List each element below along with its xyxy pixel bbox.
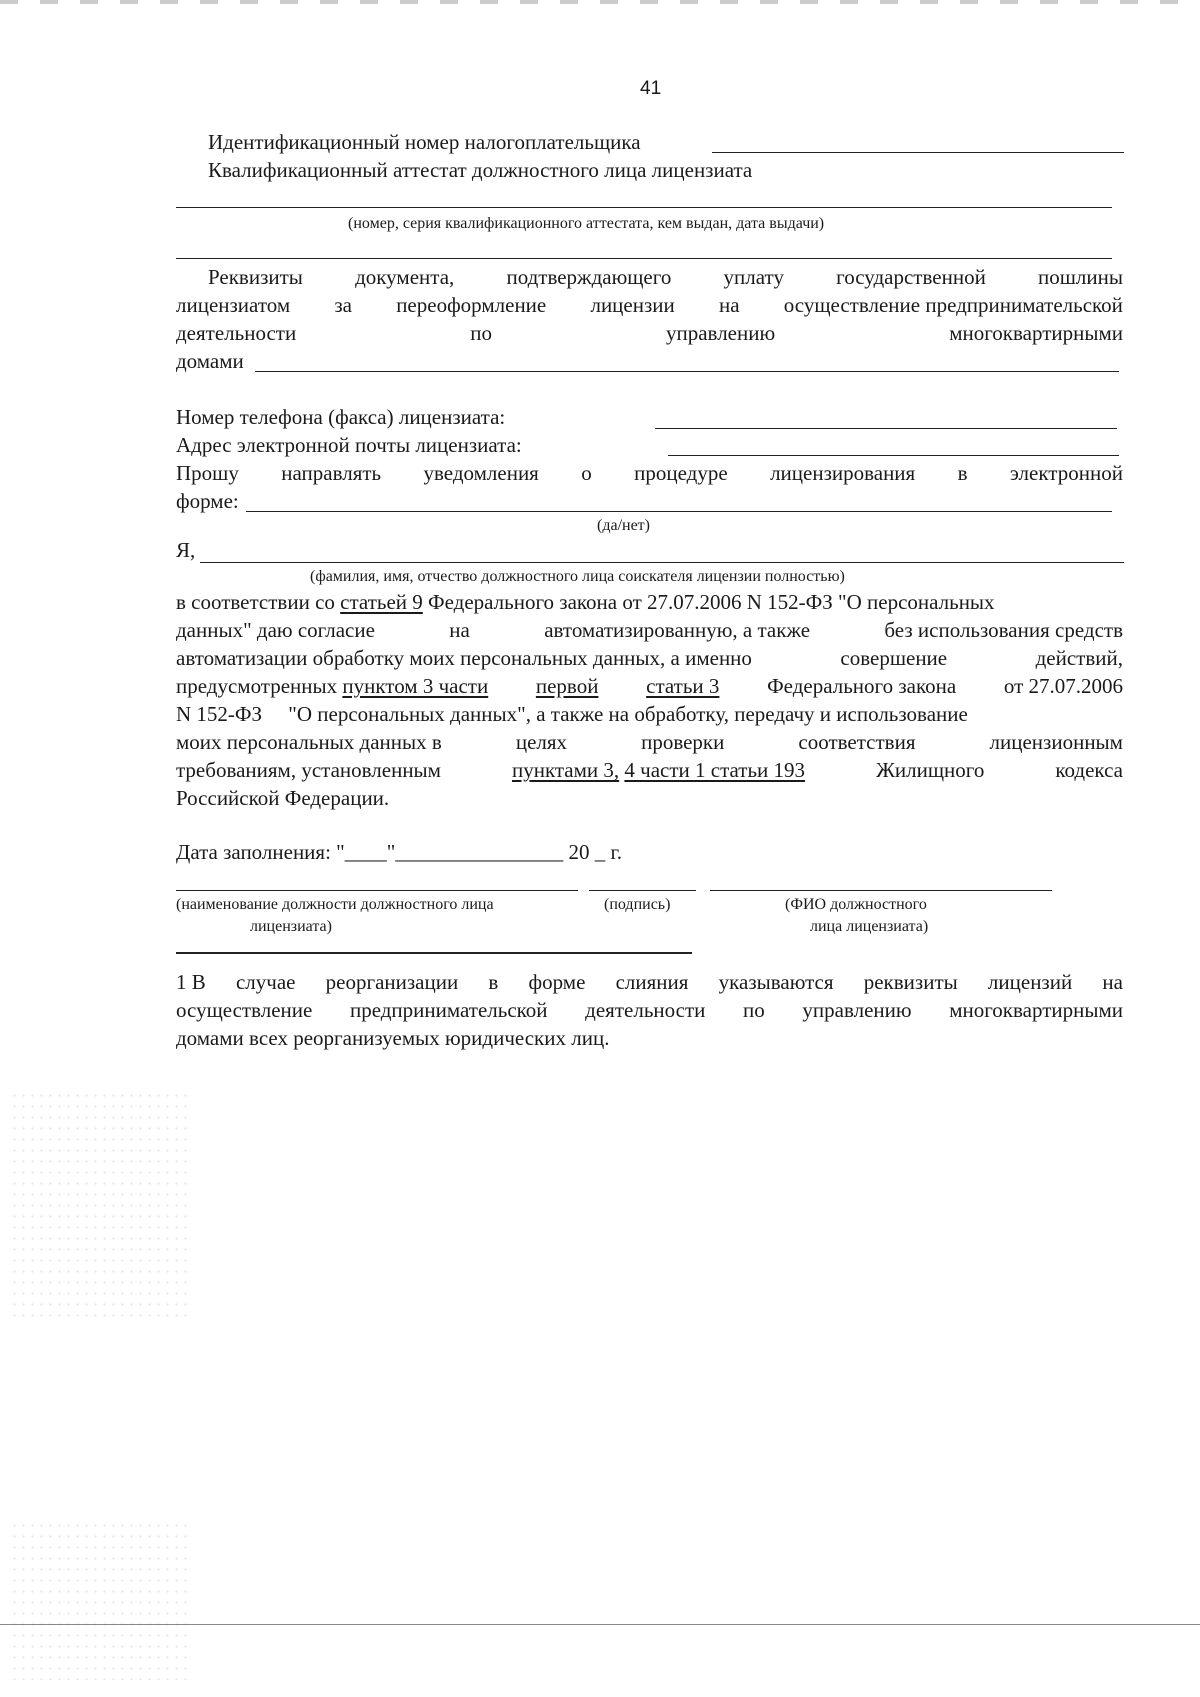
consent-line-6	[176, 728, 1123, 756]
fullname-hint: (фамилия, имя, отчество должностного лица соискателя лицензии полностью)	[310, 568, 845, 585]
consent-text: в соответствии со	[176, 590, 341, 614]
fee-word: документа,	[355, 265, 455, 289]
consent-text: Жилищного	[876, 758, 985, 782]
scan-noise-left	[10, 1090, 190, 1320]
consent-line-1	[176, 588, 995, 616]
footnote-word: форме	[528, 970, 586, 994]
footnote-word: в	[488, 970, 499, 994]
notify-word: о	[581, 461, 592, 485]
fill-date-field[interactable]: Дата заполнения: "____"________________ 20 _ г.	[176, 840, 623, 864]
fee-word: переоформление	[396, 293, 547, 317]
phone-label: Номер телефона (факса) лицензиата:	[176, 405, 506, 429]
notify-word: направлять	[281, 461, 382, 485]
position-hint-1: (наименование должности должностного лица	[176, 896, 494, 913]
consent-line-8: Российской Федерации.	[176, 786, 390, 810]
law-link-points-3[interactable]: пунктами 3,	[511, 758, 620, 782]
fee-word: лицензиатом	[176, 293, 291, 317]
fee-word: Реквизиты	[208, 265, 303, 289]
fee-paragraph-line-1	[176, 263, 1123, 291]
attest-field-line[interactable]	[176, 207, 1112, 208]
fee-word: деятельности	[176, 321, 297, 345]
fee-word: пошлины	[1038, 265, 1123, 289]
consent-text: лицензионным	[989, 730, 1123, 754]
consent-text: от 27.07.2006	[1003, 674, 1123, 698]
consent-text: на	[449, 618, 470, 642]
attest-hint: (номер, серия квалификационного аттестата, кем выдан, дата выдачи)	[348, 215, 825, 232]
consent-text: моих персональных данных в	[176, 730, 442, 754]
ya-label: Я,	[176, 538, 196, 562]
scan-noise-left-bottom	[10, 1520, 190, 1680]
inn-label: Идентификационный номер налогоплательщика	[208, 130, 641, 154]
fee-word: за	[334, 293, 352, 317]
fee-word: государственной	[836, 265, 986, 289]
footnote-word: управлению	[802, 998, 912, 1022]
notify-word: уведомления	[423, 461, 539, 485]
consent-line-3	[176, 644, 1123, 672]
footnote-line-3: домами всех реорганизуемых юридических лиц.	[176, 1026, 610, 1050]
scan-edge-bottom	[0, 1624, 1200, 1625]
inn-field-line[interactable]	[712, 152, 1124, 153]
footnote-word: предпринимательской	[349, 998, 548, 1022]
footnote-word: указываются	[718, 970, 834, 994]
attest-field-line-2[interactable]	[176, 258, 1112, 259]
consent-text: без использования средств	[884, 618, 1123, 642]
footnote-word: по	[743, 998, 765, 1022]
consent-text: Федерального закона	[767, 674, 957, 698]
fee-paragraph-line-4: домами	[176, 349, 244, 373]
consent-line-7	[176, 756, 1123, 784]
law-link-article-9[interactable]: статьей 9	[340, 590, 423, 614]
notify-word: Прошу	[176, 461, 239, 485]
consent-line-2	[176, 616, 1123, 644]
notify-line-2: форме:	[176, 489, 239, 513]
notify-line-1	[176, 459, 1123, 487]
consent-text: предусмотренных	[176, 674, 343, 698]
consent-text: требованиям, установленным	[176, 758, 441, 782]
notify-field-line[interactable]	[246, 511, 1112, 512]
fee-field-line[interactable]	[255, 371, 1119, 372]
fio-hint-2: лица лицензиата)	[810, 918, 929, 935]
footnote-word: слияния	[615, 970, 689, 994]
consent-text: данных" даю согласие	[176, 618, 375, 642]
notify-word: в	[957, 461, 968, 485]
scan-edge-top	[0, 0, 1200, 4]
notify-word: процедуре	[634, 461, 728, 485]
fee-word: многоквартирными	[949, 321, 1123, 345]
page-number: 41	[640, 78, 662, 99]
consent-text: совершение	[840, 646, 948, 670]
footnote-word: деятельности	[585, 998, 706, 1022]
consent-line-5: N 152-ФЗ "О персональных данных", а также на обработку, передачу и использование	[176, 702, 968, 726]
consent-text: действий,	[1035, 646, 1123, 670]
fio-hint-1: (ФИО должностного	[785, 896, 927, 913]
fee-word: подтверждающего	[506, 265, 672, 289]
notify-word: лицензирования	[770, 461, 916, 485]
email-label: Адрес электронной почты лицензиата:	[176, 433, 522, 457]
fee-paragraph-line-3	[176, 319, 1123, 347]
notify-hint: (да/нет)	[597, 517, 650, 534]
notify-word: электронной	[1009, 461, 1123, 485]
consent-text: автоматизации обработку моих персональных данных, а именно	[176, 646, 752, 670]
consent-line-4	[176, 672, 1123, 700]
footnote-word: осуществление	[176, 998, 313, 1022]
signature-hint: (подпись)	[604, 896, 671, 913]
fee-word: по	[470, 321, 492, 345]
consent-text: соответствия	[798, 730, 916, 754]
footnote-word: 1 В	[176, 970, 206, 994]
footnote-line-1	[176, 968, 1123, 996]
consent-text: проверки	[641, 730, 725, 754]
consent-text: кодекса	[1055, 758, 1123, 782]
fee-paragraph-line-2	[176, 291, 1123, 319]
email-field-line[interactable]	[668, 455, 1119, 456]
phone-field-line[interactable]	[655, 428, 1117, 429]
fee-word: лицензии	[590, 293, 675, 317]
fee-word: осуществление предпринимательской	[783, 293, 1123, 317]
footnote-word: многоквартирными	[949, 998, 1123, 1022]
law-link-article-193[interactable]: 4 части 1 статьи 193	[624, 758, 806, 782]
consent-text: Федерального закона от 27.07.2006 N 152-ФЗ "О персональных	[422, 590, 995, 614]
consent-text: автоматизированную, а также	[544, 618, 811, 642]
footnote-word: случае	[235, 970, 296, 994]
law-link-first[interactable]: первой	[535, 674, 599, 698]
footnote-word: реорганизации	[325, 970, 459, 994]
fee-word: управлению	[666, 321, 776, 345]
footnote-word: лицензий	[987, 970, 1073, 994]
signature-field-line[interactable]	[589, 890, 696, 891]
footnote-line-2	[176, 996, 1123, 1024]
position-field-line[interactable]	[176, 890, 578, 891]
law-link-point-3[interactable]: пунктом 3 части	[342, 674, 489, 698]
position-hint-2: лицензиата)	[250, 918, 332, 935]
footnote-word: на	[1102, 970, 1123, 994]
fio-field-line[interactable]	[710, 890, 1052, 891]
fee-word: уплату	[723, 265, 784, 289]
fee-word: на	[718, 293, 740, 317]
footnote-separator	[176, 952, 692, 954]
attest-label: Квалификационный аттестат должностного лица лицензиата	[208, 158, 753, 182]
fullname-field-line[interactable]	[200, 562, 1124, 563]
consent-text: целях	[515, 730, 568, 754]
law-link-article-3[interactable]: статьи 3	[646, 674, 720, 698]
footnote-word: реквизиты	[863, 970, 958, 994]
